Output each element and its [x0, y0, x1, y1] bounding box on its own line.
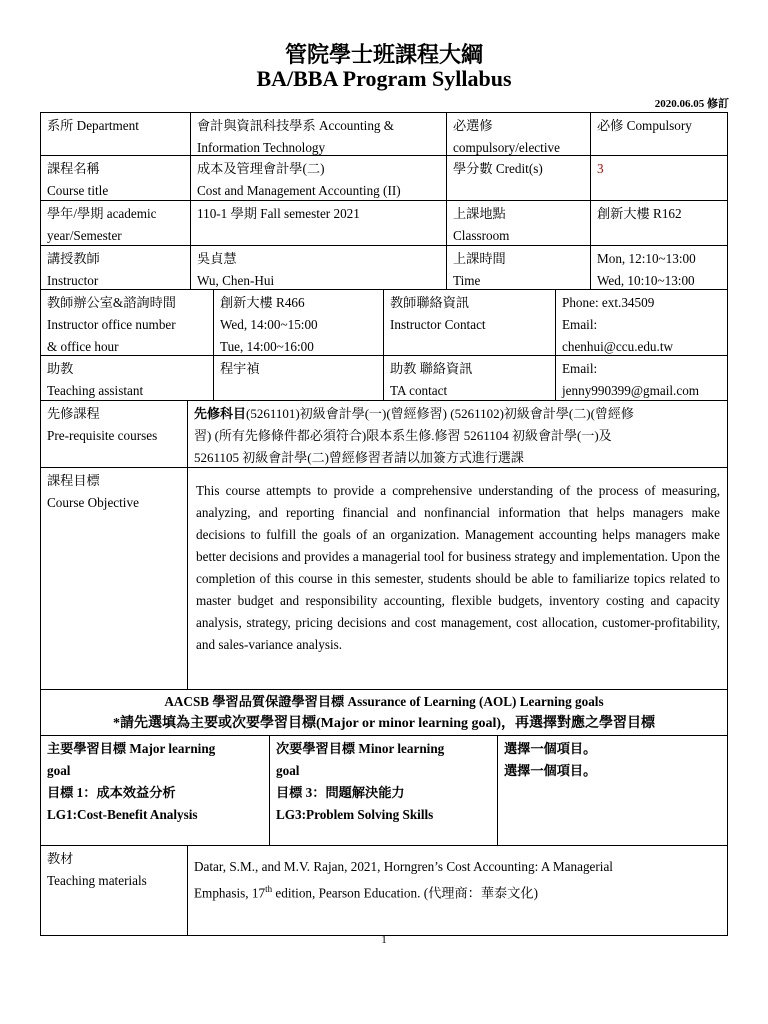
teaching-materials-text: Datar, S.M., and M.V. Rajan, 2021, Horngren’s Cost Accounting: A Managerial Emphasis, 17th edition, Pearson Education. (代理商：華泰文化) — [187, 846, 728, 935]
prerequisite-text: 先修科目(5261101)初級會計學(一)(曾經修習) (5261102)初級會計學(二)(曾經修 習) (所有先修條件都必須符合)限本系生修.修習 5261104 初級會計學(一)及 5261105 初級會計學(二)曾經修習者請以加簽方式進行選課 — [187, 401, 728, 467]
major-learning-goal: 主要學習目標 Major learning goal 目標 1：成本效益分析 LG1:Cost-Benefit Analysis — [47, 741, 216, 822]
office-value: 創新大樓 R466 Wed, 14:00~15:00 Tue, 14:00~16:00 — [213, 290, 383, 355]
course-title-value: 成本及管理會計學(二) Cost and Management Accounting (II) — [190, 156, 446, 200]
goal-choice-2[interactable]: 選擇一個項目。 — [504, 763, 597, 778]
instructor-row — [40, 246, 728, 290]
instructor-contact-label: 教師聯絡資訊 Instructor Contact — [383, 290, 555, 355]
revision-date: 2020.06.05 修訂 — [654, 98, 729, 110]
syllabus-table — [40, 112, 728, 936]
minor-learning-goal: 次要學習目標 Minor learning goal 目標 3：問題解決能力 LG3:Problem Solving Skills — [269, 736, 497, 845]
instructor-label: 講授教師 Instructor — [47, 251, 100, 288]
ta-contact-value: Email: jenny990399@gmail.com — [555, 356, 728, 400]
compulsory-label: 必選修 compulsory/elective — [446, 113, 590, 155]
teaching-materials-label: 教材 Teaching materials — [47, 851, 147, 888]
instructor-contact-value: Phone: ext.34509 Email: chenhui@ccu.edu.tw — [555, 290, 728, 355]
syllabus-title-en: BA/BBA Program Syllabus — [256, 66, 512, 91]
prerequisite-label: 先修課程 Pre-requisite courses — [47, 406, 158, 443]
instructor-email[interactable]: chenhui@ccu.edu.tw — [562, 339, 674, 354]
ta-row — [40, 356, 728, 401]
aacsb-header: AACSB 學習品質保證學習目標 Assurance of Learning (AOL) Learning goals *請先選填為主要或次要學習目標(Major or minor learning goal)，再選擇對應之學習目標 — [112, 694, 656, 731]
aacsb-row — [40, 690, 728, 736]
goal-choice-1[interactable]: 選擇一個項目。 — [504, 741, 597, 756]
prerequisite-row — [40, 401, 728, 468]
course-objective-text: This course attempts to provide a comprehensive understanding of the process of measuring, analyzing, and reporting financial and nonfinancial information that helps managers make decisions to fulfill the goals of an organization. Management accounting helps managers make better decisions and provides a managerial tool for business strategy and implementation. Upon the completion of this course in this semester, students should be able to familiarize topics related to master budget and responsibility accounting, flexible budgets, inventory costing and capacity analysis, strategy, pricing decisions and cost management, cost allocation, customer-profitability, and sales-variance analysis. — [187, 468, 728, 689]
office-row — [40, 290, 728, 356]
academic-year-row — [40, 201, 728, 246]
course-title-label: 課程名稱 Course title — [47, 161, 109, 198]
department-label: 系所 Department — [47, 118, 139, 133]
academic-year-label: 學年/學期 academic year/Semester — [47, 206, 157, 243]
learning-goals-row — [40, 736, 728, 846]
syllabus-title-zh: 管院學士班課程大綱 — [284, 42, 483, 68]
department-value: 會計與資訊科技學系 Accounting & Information Technology — [190, 113, 446, 155]
classroom-value: 創新大樓 R162 — [590, 201, 728, 245]
course-title-row — [40, 156, 728, 201]
ta-label: 助教 Teaching assistant — [47, 361, 144, 398]
additional-goal-select — [497, 736, 728, 845]
teaching-materials-row — [40, 846, 728, 936]
time-label: 上課時間 Time — [446, 246, 590, 289]
credit-value: 3 — [590, 156, 728, 200]
office-label: 教師辦公室&諮詢時間 Instructor office number & office hour — [47, 295, 176, 354]
page-number: 1 — [381, 934, 387, 946]
academic-year-value: 110-1 學期 Fall semester 2021 — [190, 201, 446, 245]
ta-value: 程宇禎 — [213, 356, 383, 400]
ta-email[interactable]: jenny990399@gmail.com — [562, 383, 700, 398]
department-row — [40, 112, 728, 156]
ta-contact-label: 助教 聯絡資訊 TA contact — [383, 356, 555, 400]
time-value: Mon, 12:10~13:00 Wed, 10:10~13:00 — [590, 246, 728, 289]
credit-label: 學分數 Credit(s) — [446, 156, 590, 200]
classroom-label: 上課地點 Classroom — [446, 201, 590, 245]
compulsory-value: 必修 Compulsory — [590, 113, 728, 155]
course-objective-label: 課程目標 Course Objective — [47, 473, 139, 510]
instructor-value: 吳貞慧 Wu, Chen-Hui — [190, 246, 446, 289]
prerequisite-prefix: 先修科目 — [194, 406, 247, 421]
course-objective-row — [40, 468, 728, 690]
